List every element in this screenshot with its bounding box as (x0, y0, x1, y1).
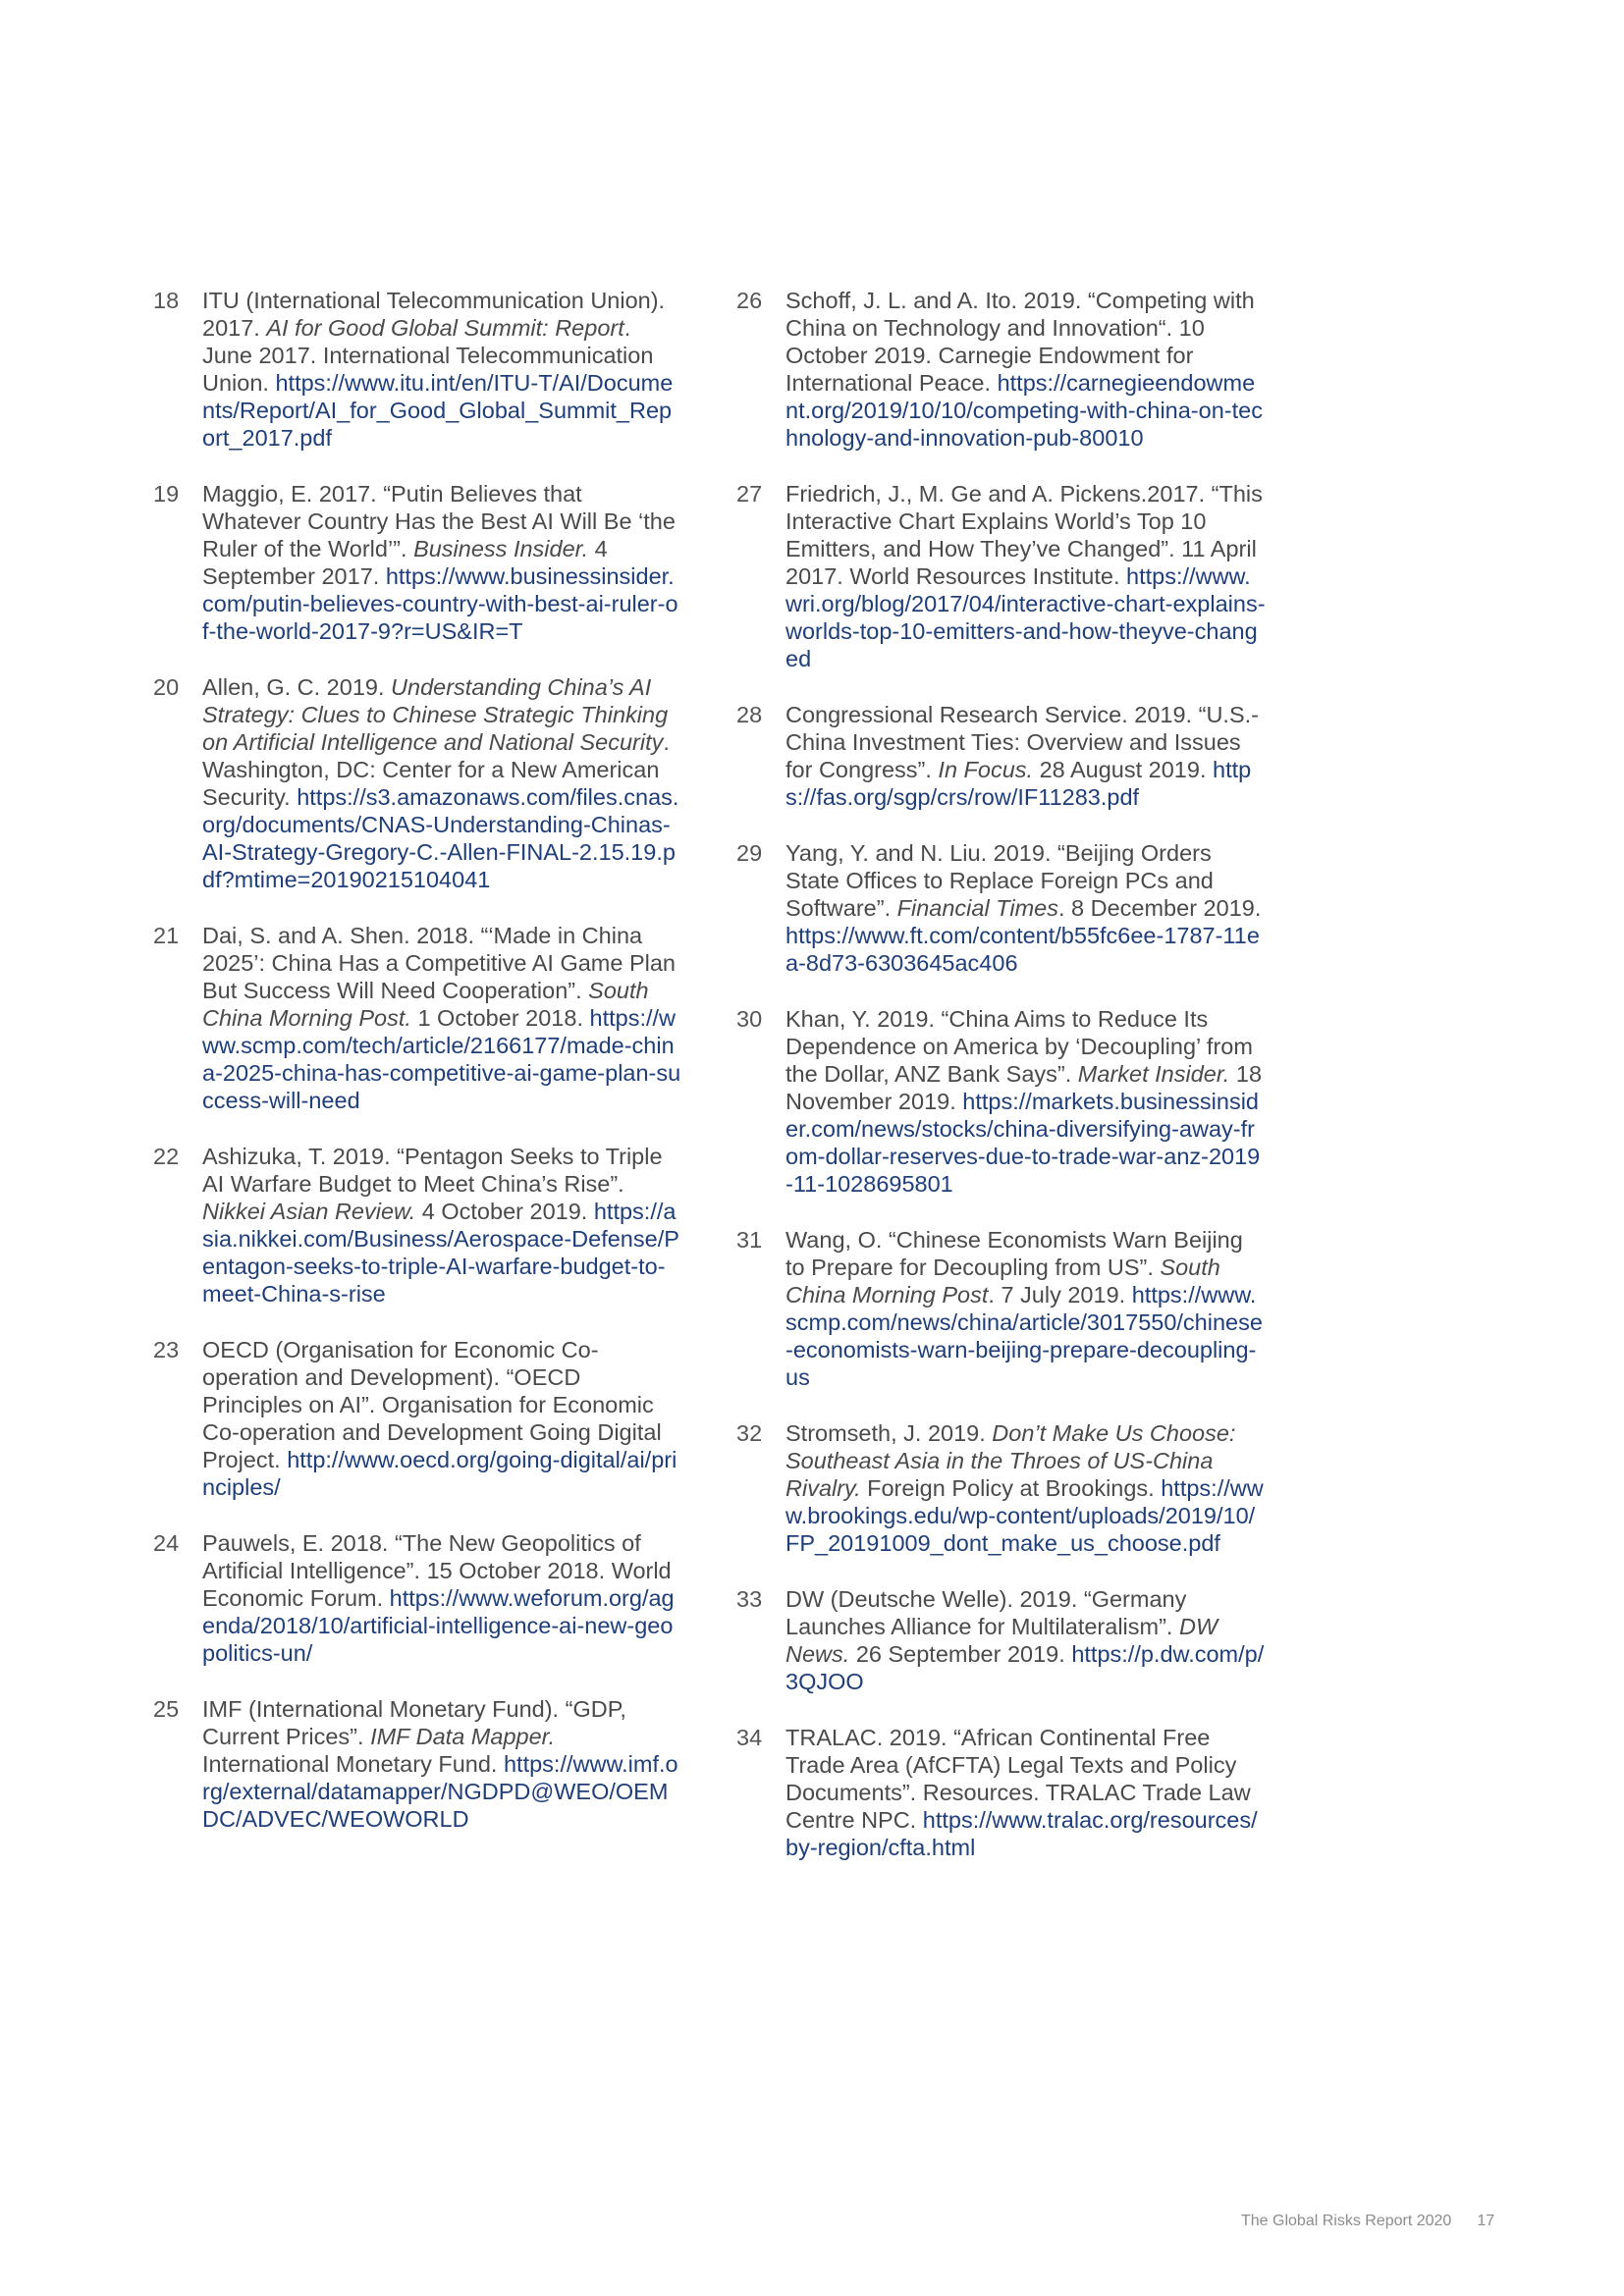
reference-item (736, 287, 1267, 452)
reference-link[interactable]: https://fas.org/sgp/crs/row/IF11283.pdf (785, 757, 1252, 810)
reference-citation-text: Dai, S. and A. Shen. 2018. “‘Made in China 2025’: China Has a Competitive AI Game Plan But Success Will Need Cooperation”. (202, 923, 677, 1003)
reference-text (785, 480, 1267, 672)
reference-citation-text: International Monetary Fund. (202, 1751, 504, 1777)
reference-text (202, 1695, 683, 1833)
reference-item (736, 1226, 1267, 1391)
reference-link[interactable]: https://www.scmp.com/tech/article/2166177/made-china-2025-china-has-competitive-ai-game-plan-success-will-need (202, 1005, 681, 1113)
reference-text (202, 673, 683, 893)
reference-link[interactable]: https://www.ft.com/content/b55fc6ee-1787-11ea-8d73-6303645ac406 (785, 923, 1260, 976)
reference-citation-text: Yang, Y. and N. Liu. 2019. “Beijing Orders State Offices to Replace Foreign PCs and Software”. (785, 840, 1214, 921)
reference-source-title: Understanding China’s AI Strategy: Clues to Chinese Strategic Thinking on Artificial Intelligence and National Security (202, 674, 669, 755)
reference-number: 26 (736, 288, 763, 313)
reference-citation-text: . Washington, DC: Center for a New American Security. (202, 729, 670, 810)
reference-source-title: AI for Good Global Summit: Report (266, 315, 624, 341)
reference-number: 30 (736, 1006, 763, 1032)
reference-link[interactable]: https://www.wri.org/blog/2017/04/interactive-chart-explains-worlds-top-10-emitters-and-how-theyve-changed (785, 563, 1266, 671)
reference-number: 33 (736, 1586, 763, 1612)
reference-item (736, 839, 1267, 977)
reference-item (736, 480, 1267, 672)
reference-citation-text: 1 October 2018. (410, 1005, 590, 1031)
reference-link[interactable]: https://www.imf.org/external/datamapper/NGDPD@WEO/OEMDC/ADVEC/WEOWORLD (202, 1751, 678, 1832)
reference-item (153, 1529, 683, 1667)
reference-number: 32 (736, 1420, 763, 1446)
reference-source-title: IMF Data Mapper. (370, 1724, 556, 1749)
reference-citation-text: Friedrich, J., M. Ge and A. Pickens.2017. “This Interactive Chart Explains World’s Top 10 Emitters, and How They’ve Changed”. 11 April 2017. World Resources Institute. (785, 481, 1263, 589)
reference-item (153, 287, 683, 452)
reference-number: 28 (736, 702, 763, 727)
reference-source-title: Market Insider. (1077, 1061, 1230, 1087)
reference-citation-text: 28 August 2019. (1033, 757, 1214, 782)
reference-link[interactable]: https://p.dw.com/p/3QJOO (785, 1641, 1265, 1694)
page-footer (1241, 2213, 1494, 2230)
reference-source-title: Nikkei Asian Review. (202, 1199, 416, 1224)
reference-source-title: DW News. (785, 1614, 1218, 1667)
reference-number: 19 (153, 481, 180, 507)
reference-text (785, 287, 1267, 452)
reference-number: 27 (736, 481, 763, 507)
reference-citation-text: Wang, O. “Chinese Economists Warn Beijing to Prepare for Decoupling from US”. (785, 1227, 1243, 1280)
reference-text (785, 1724, 1267, 1861)
reference-citation-text: . 7 July 2019. (988, 1282, 1132, 1308)
reference-citation-text: 26 September 2019. (849, 1641, 1072, 1667)
reference-citation-text: TRALAC. 2019. “African Continental Free Trade Area (AfCFTA) Legal Texts and Policy Documents”. Resources. TRALAC Trade Law Centre NPC. (785, 1725, 1251, 1833)
reference-text (202, 1336, 683, 1501)
references-right-column (736, 287, 1267, 1890)
reference-item (153, 1695, 683, 1833)
reference-citation-text: Stromseth, J. 2019. (785, 1420, 993, 1446)
reference-item (153, 922, 683, 1114)
reference-citation-text: . 8 December 2019. (1057, 895, 1262, 921)
reference-item (153, 673, 683, 893)
reference-number: 21 (153, 923, 180, 948)
reference-citation-text: Schoff, J. L. and A. Ito. 2019. “Competing with China on Technology and Innovation“. 10 October 2019. Carnegie Endowment for International Peace. (785, 288, 1255, 396)
reference-item (153, 1143, 683, 1308)
reference-citation-text: ITU (International Telecommunication Union). 2017. (202, 288, 666, 341)
reference-citation-text: 18 November 2019. (785, 1061, 1263, 1114)
reference-citation-text: IMF (International Monetary Fund). “GDP, Current Prices”. (202, 1696, 626, 1749)
reference-link[interactable]: https://asia.nikkei.com/Business/Aerospace-Defense/Pentagon-seeks-to-triple-AI-warfare-budget-to-meet-China-s-rise (202, 1199, 679, 1307)
reference-link[interactable]: http://www.oecd.org/going-digital/ai/principles/ (202, 1447, 677, 1500)
reference-item (736, 1419, 1267, 1557)
reference-link[interactable]: https://www.brookings.edu/wp-content/uploads/2019/10/FP_20191009_dont_make_us_choose.pdf (785, 1475, 1264, 1556)
reference-source-title: South China Morning Post (785, 1255, 1220, 1308)
reference-text (202, 480, 683, 645)
reference-citation-text: Allen, G. C. 2019. (202, 674, 392, 700)
reference-item (153, 480, 683, 645)
reference-link[interactable]: https://s3.amazonaws.com/files.cnas.org/documents/CNAS-Understanding-Chinas-AI-Strategy-Gregory-C.-Allen-FINAL-2.15.19.pdf?mtime=20190215104041 (202, 784, 679, 892)
reference-source-title: In Focus. (938, 757, 1034, 782)
references-left-column (153, 287, 683, 1861)
reference-citation-text: . June 2017. International Telecommunication Union. (202, 315, 654, 396)
reference-citation-text: 4 October 2019. (415, 1199, 594, 1224)
reference-citation-text: Congressional Research Service. 2019. “U.S.-China Investment Ties: Overview and Issues for Congress”. (785, 702, 1259, 782)
reference-source-title: Don’t Make Us Choose: Southeast Asia in the Throes of US-China Rivalry. (785, 1420, 1236, 1501)
reference-citation-text: 4 September 2017. (202, 536, 608, 589)
reference-citation-text: Pauwels, E. 2018. “The New Geopolitics of Artificial Intelligence”. 15 October 2018. World Economic Forum. (202, 1530, 672, 1611)
reference-item (736, 1585, 1267, 1695)
reference-item (736, 701, 1267, 811)
reference-link[interactable]: https://www.businessinsider.com/putin-believes-country-with-best-ai-ruler-of-the-world-2017-9?r=US&IR=T (202, 563, 678, 644)
reference-link[interactable]: https://www.scmp.com/news/china/article/3017550/chinese-economists-warn-beijing-prepare-decoupling-us (785, 1282, 1263, 1390)
reference-citation-text: Maggio, E. 2017. “Putin Believes that Whatever Country Has the Best AI Will Be ‘the Ruler of the World’”. (202, 481, 676, 561)
reference-text (785, 1419, 1267, 1557)
reference-number: 23 (153, 1337, 180, 1362)
reference-text (785, 1226, 1267, 1391)
reference-citation-text: DW (Deutsche Welle). 2019. “Germany Launches Alliance for Multilateralism”. (785, 1586, 1187, 1639)
reference-link[interactable]: https://markets.businessinsider.com/news/stocks/china-diversifying-away-from-dollar-reserves-due-to-trade-war-anz-2019-11-1028695801 (785, 1089, 1261, 1197)
reference-text (785, 1585, 1267, 1695)
reference-number: 34 (736, 1725, 763, 1750)
reference-text (785, 1005, 1267, 1198)
reference-number: 24 (153, 1530, 180, 1556)
reference-citation-text: Ashizuka, T. 2019. “Pentagon Seeks to Triple AI Warfare Budget to Meet China’s Rise”. (202, 1144, 663, 1197)
reference-source-title: South China Morning Post. (202, 978, 649, 1031)
reference-link[interactable]: https://carnegieendowment.org/2019/10/10/competing-with-china-on-technology-and-innovation-pub-80010 (785, 370, 1263, 451)
report-title: The Global Risks Report 2020 (1241, 2213, 1452, 2229)
reference-item (736, 1005, 1267, 1198)
reference-number: 22 (153, 1144, 180, 1169)
reference-citation-text: Khan, Y. 2019. “China Aims to Reduce Its Dependence on America by ‘Decoupling’ from the Dollar, ANZ Bank Says”. (785, 1006, 1253, 1087)
reference-number: 29 (736, 840, 763, 866)
reference-link[interactable]: https://www.itu.int/en/ITU-T/AI/Documents/Report/AI_for_Good_Global_Summit_Report_2017.pdf (202, 370, 674, 451)
reference-item (153, 1336, 683, 1501)
reference-link[interactable]: https://www.weforum.org/agenda/2018/10/artificial-intelligence-ai-new-geopolitics-un/ (202, 1585, 675, 1666)
reference-item (736, 1724, 1267, 1861)
reference-text (785, 839, 1267, 977)
reference-source-title: Financial Times (896, 895, 1058, 921)
reference-number: 25 (153, 1696, 180, 1722)
reference-text (202, 922, 683, 1114)
reference-citation-text: Foreign Policy at Brookings. (860, 1475, 1162, 1501)
reference-text (202, 287, 683, 452)
reference-number: 18 (153, 288, 180, 313)
reference-text (202, 1529, 683, 1667)
reference-citation-text: OECD (Organisation for Economic Co-operation and Development). “OECD Principles on AI”. Organisation for Economic Co-operation and Development Going Digital Project. (202, 1337, 662, 1472)
page-number: 17 (1477, 2213, 1495, 2229)
reference-text (785, 701, 1267, 811)
reference-number: 20 (153, 674, 180, 700)
reference-number: 31 (736, 1227, 763, 1253)
reference-link[interactable]: https://www.tralac.org/resources/by-region/cfta.html (785, 1807, 1258, 1860)
reference-source-title: Business Insider. (413, 536, 589, 561)
reference-text (202, 1143, 683, 1308)
